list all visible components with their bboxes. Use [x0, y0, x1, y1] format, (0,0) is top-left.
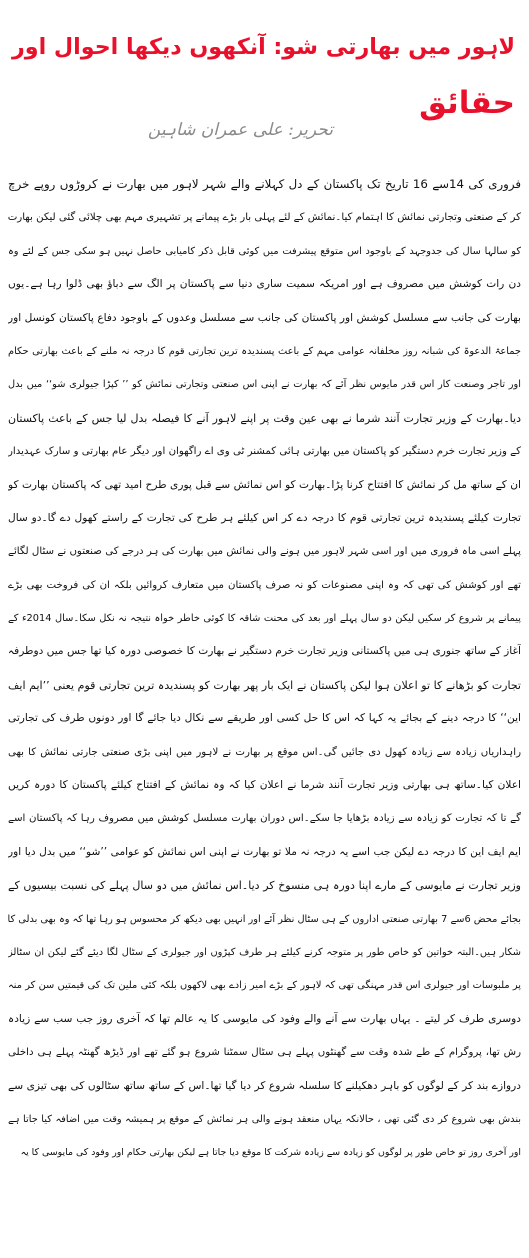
body-line: اور آخری روز تو خاص طور پر لوگوں کو زیادہ سے زیادہ شرکت کا موقع دیا جاتا ہے لیکن بھارتی حکام اور وفود کی مایوسی کا یہ: [20, 1147, 521, 1159]
body-line: جماعۃ الدعوۃ کی شبانہ روز مخلفانہ عوامی مہم کے باعث پسندیدہ ترین تجارتی قوم کا درجہ نہ ملنے کے باعث بھارتی حکام: [8, 345, 521, 357]
body-line: رش تھا، پروگرام کے طے شدہ وقت سے گھنٹوں پہلے ہی سٹال سمٹنا شروع ہو گئے تھے اور ڈیڑھ گھنٹہ پہلے ہی داخلی: [8, 1047, 521, 1059]
body-line: فروری کی 14سے 16 تاریخ تک پاکستان کے دل کہلانے والے شہر لاہور میں بھارت نے کروڑوں روپے خرچ: [8, 177, 521, 191]
body-line: تجارت کیلئے پسندیدہ ترین تجارتی قوم کا درجہ دے کر اس کیلئے ہر طرح کی تجارت کے راستے کھول دے گا۔دو سال: [8, 511, 521, 524]
body-line: آغاز کے ساتھ جنوری ہی میں پاکستانی وزیر تجارت خرم دستگیر نے بھارت کا خصوصی دورہ کیا تھا جس میں دوطرفہ: [8, 645, 521, 658]
body-line: بھارت کی جانب سے مسلسل کوشش اور پاکستان کی جانب سے مسلسل وعدوں کے باوجود دفاع پاکستان کونسل اور: [8, 311, 521, 324]
body-line: بندش بھی شروع کر دی گئی تھی ، حالانکہ یہاں منعقد ہونے والی ہر نمائش کے موقع پر ہمیشہ وقت میں اضافہ کیا جاتا ہے: [8, 1113, 521, 1125]
body-line: تھے اور کوشش کی تھی کہ وہ اپنی مصنوعات کو نہ صرف پاکستان میں متعارف کروائیں بلکہ ان کی فروخت بھی بڑے: [8, 579, 521, 591]
body-line: بجائے محض 6سے 7 بھارتی صنعتی اداروں کے ہی سٹال نظر آئے اور انہیں بھی دیکھ کر محسوس ہو رہا تھا کہ وہ بھی بدلی کا: [8, 913, 521, 925]
body-line: پیمانے پر شروع کر سکیں لیکن دو سال پہلے اور بعد کی محنت شاقہ کا کوئی خاطر خواہ نتیجہ نہ نکل سکا۔سال 2014ء کے: [8, 613, 521, 625]
body-line: دوسری طرف کر لیتے ۔ یہاں بھارت سے آنے والے وفود کی مایوسی کا یہ عالم تھا کہ آخری روز جب سب سے زیادہ: [8, 1012, 521, 1025]
article-title-line-2: حقائق: [419, 85, 515, 121]
body-line: وزیر تجارت نے مایوسی کے مارے اپنا دورہ ہی منسوخ کر دیا۔اس نمائش میں دو سال پہلے کی نسبت بیسیوں کے: [8, 879, 521, 893]
body-line: این‘‘ کا درجہ دینے کے بجائے یہ کہا کہ اس کا حل کسی اور طریقے سے نکال دیا جائے گا اور دونوں طرف کی تجارتی: [8, 712, 521, 725]
body-line: کے وزیر تجارت خرم دستگیر کو پاکستان میں بھارتی ہائی کمشنر ٹی وی اے راگھوان اور دیگر عام بھارتی و سارک عہدیدار: [8, 446, 521, 458]
body-line: راہداریاں زیادہ سے زیادہ کھول دی جائیں گی۔اس موقع پر بھارت نے لاہور میں اپنی بڑی صنعتی جارتی نمائش کا بھی: [8, 746, 521, 758]
article-title-line-1: لاہور میں بھارتی شو: آنکھوں دیکھا احوال اور: [12, 34, 515, 60]
body-line: ایم ایف این کا درجہ دے لیکن جب اسے یہ درجہ نہ ملا تو بھارت نے اپنی اس نمائش کو عوامی ’’شو‘‘ میں بدل دیا اور: [8, 845, 521, 858]
body-line: تجارت کو بڑھانے کا تو اعلان ہوا لیکن پاکستان نے ایک بار پھر بھارت کو پسندیدہ ترین تجارتی قوم یعنی ’’ایم ایف: [8, 678, 521, 692]
body-line: گے تا کہ تجارت کو زیادہ سے زیادہ بڑھایا جا سکے۔اس دوران بھارت مسلسل کوشش میں مصروف رہا کہ پاکستان اسے: [8, 813, 521, 825]
body-line: کر کے صنعتی وتجارتی نمائش کا اہتمام کیا۔نمائش کے لئے پہلی بار بڑے پیمانے پر تشہیری مہم بھی چلائی گئی لیکن بھارت: [8, 212, 521, 224]
body-line: ان کے ساتھ مل کر نمائش کا افتتاح کرنا پڑا۔بھارت کو اس نمائش سے قبل پوری طرح امید تھی کہ پاکستان بھارت کو: [8, 478, 521, 491]
article-body: [8, 168, 521, 1170]
body-line: کو سالہا سال کی جدوجہد کے باوجود اس متوقع پیشرفت میں کوئی قابل ذکر کامیابی حاصل نہیں ہو سکی جس کے لئے وہ: [8, 245, 521, 257]
body-line: دیا۔بھارت کے وزیر تجارت آنند شرما نے بھی عین وقت پر اپنے لاہور آنے کا فیصلہ بدل لیا جس کے باعث پاکستان: [8, 411, 521, 425]
body-line: دروازے بند کر کے لوگوں کو باہر دھکیلنے کا سلسلہ شروع کر دیا گیا تھا۔اس کے ساتھ ساتھ سٹالوں کی بھی تیزی سے: [8, 1079, 521, 1092]
body-line: اعلان کیا۔ساتھ ہی بھارتی وزیر تجارت آنند شرما نے اعلان کیا کہ وہ نمائش کے افتتاح کیلئے پاکستان کا دورہ کریں: [8, 779, 521, 792]
body-line: پہلے اسی ماہ فروری میں اور اسی شہر لاہور میں ہونے والی نمائش میں بھارت کی ہر درجے کی صنعتوں نے سٹال لگائے: [8, 546, 521, 558]
body-line: پر ملبوسات اور جیولری اس قدر مہنگی تھی کہ لاہور کے بڑے امیر زادے بھی لاکھوں بلکہ کئی ملین تک کی قیمتیں سن کر منہ: [8, 980, 521, 992]
author-byline: تحریر: علی عمران شاہین: [147, 120, 333, 140]
body-line: شکار ہیں۔البتہ خواتین کو خاص طور پر متوجہ کرنے کیلئے ہر طرف کپڑوں اور جیولری کے سٹال لگا دیئے گئے لیکن ان سٹالز: [8, 946, 521, 958]
body-line: اور تاجر وصنعت کار اس قدر مایوس نظر آئے کہ بھارت نے اپنی اس صنعتی وتجارتی نمائش کو ’’ کپڑا جیولری شو‘‘ میں بدل: [8, 379, 521, 391]
body-line: دن رات کوشش میں مصروف ہے اور امریکہ سمیت ساری دنیا سے پاکستان پر الگ سے دباؤ بھی ڈلوا رہا ہے۔یوں: [8, 278, 521, 291]
